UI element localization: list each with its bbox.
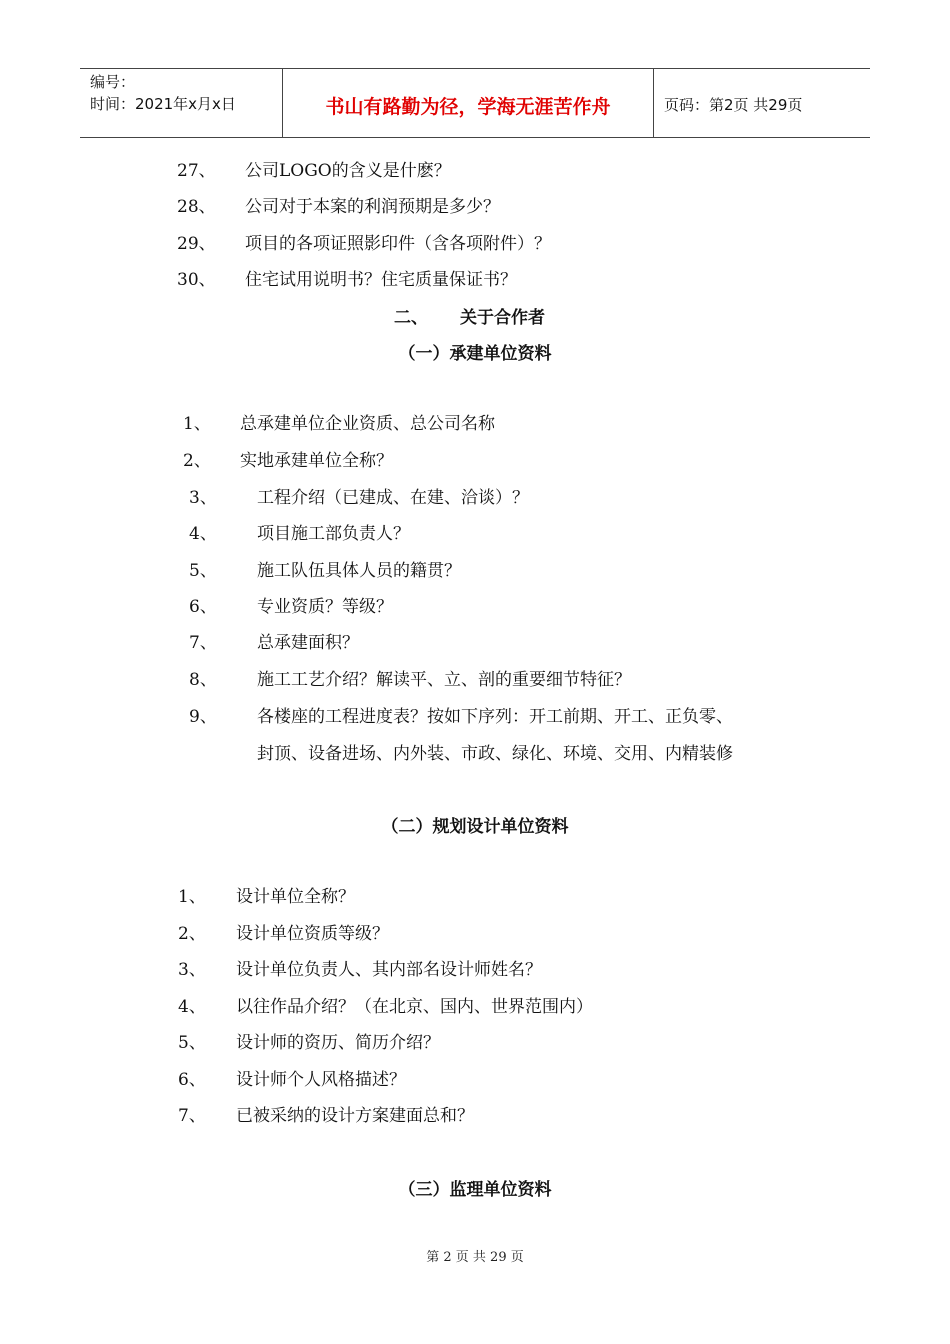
list-item-continuation: 封顶、设备进场、内外装、市政、绿化、环境、交用、内精装修 — [257, 744, 733, 764]
item-text: 设计单位资质等级？ — [236, 924, 389, 944]
item-text: 实地承建单位全称？ — [240, 451, 393, 471]
item-number: 30、 — [177, 270, 216, 290]
item-number: 3、 — [178, 960, 206, 980]
item-number: 3、 — [189, 488, 217, 508]
subsection-title: （三）监理单位资料 — [398, 1180, 552, 1200]
item-text: 项目的各项证照影印件（含各项附件）？ — [245, 234, 551, 254]
item-text: 设计单位全称？ — [236, 887, 355, 907]
header-page-number: 页码：第2页 共29页 — [664, 95, 803, 114]
subsection-title: （二）规划设计单位资料 — [381, 817, 569, 837]
item-text: 项目施工部负责人？ — [257, 524, 410, 544]
item-number: 7、 — [178, 1106, 206, 1126]
item-number: 7、 — [189, 633, 217, 653]
item-number: 6、 — [189, 597, 217, 617]
item-number: 28、 — [177, 197, 216, 217]
item-text: 公司对于本案的利润预期是多少？ — [245, 197, 500, 217]
item-text: 各楼座的工程进度表？按如下序列：开工前期、开工、正负零、 — [257, 707, 733, 727]
item-text: 设计师个人风格描述？ — [236, 1070, 406, 1090]
item-text: 施工工艺介绍？解读平、立、剖的重要细节特征？ — [257, 670, 631, 690]
item-text: 已被采纳的设计方案建面总和？ — [236, 1106, 474, 1126]
item-number: 4、 — [189, 524, 217, 544]
section-title: 关于合作者 — [460, 308, 545, 328]
item-number: 1、 — [178, 887, 206, 907]
header-meta — [80, 69, 282, 137]
item-number: 2、 — [178, 924, 206, 944]
item-text: 设计单位负责人、其内部名设计师姓名？ — [236, 960, 542, 980]
item-text: 专业资质？等级？ — [257, 597, 393, 617]
item-text: 总承建单位企业资质、总公司名称 — [240, 414, 495, 434]
item-number: 8、 — [189, 670, 217, 690]
item-text: 以往作品介绍？（在北京、国内、世界范围内） — [236, 997, 593, 1017]
header-slogan: 书山有路勤为径，学海无涯苦作舟 — [282, 69, 654, 137]
item-number: 5、 — [189, 561, 217, 581]
item-number: 29、 — [177, 234, 216, 254]
item-number: 5、 — [178, 1033, 206, 1053]
item-number: 27、 — [177, 161, 216, 181]
item-number: 2、 — [183, 451, 211, 471]
item-text: 设计师的资历、简历介绍？ — [236, 1033, 440, 1053]
item-text: 施工队伍具体人员的籍贯？ — [257, 561, 461, 581]
section-number: 二、 — [394, 308, 428, 328]
item-text: 总承建面积？ — [257, 633, 359, 653]
item-number: 1、 — [183, 414, 211, 434]
page-header — [80, 68, 870, 138]
item-text: 公司LOGO的含义是什麽？ — [245, 161, 451, 181]
item-number: 9、 — [189, 707, 217, 727]
number-label: 编号： — [90, 73, 136, 91]
item-text: 住宅试用说明书？住宅质量保证书？ — [245, 270, 517, 290]
time-label: 时间：2021年x月x日 — [90, 95, 236, 113]
item-text: 工程介绍（已建成、在建、洽谈）？ — [257, 488, 529, 508]
subsection-title: （一）承建单位资料 — [398, 344, 552, 364]
item-number: 4、 — [178, 997, 206, 1017]
item-number: 6、 — [178, 1070, 206, 1090]
page-footer: 第 2 页 共 29 页 — [426, 1250, 524, 1265]
